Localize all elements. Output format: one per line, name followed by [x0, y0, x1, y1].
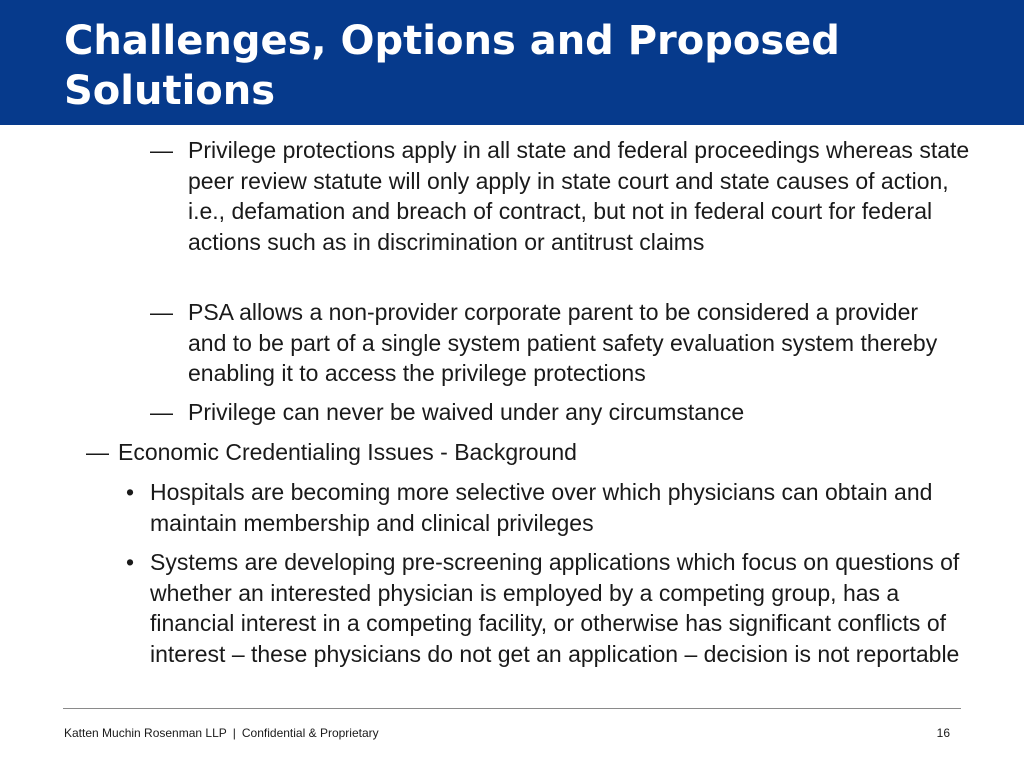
page-number: 16	[936, 726, 950, 740]
list-item-text: PSA allows a non-provider corporate parent to be considered a provider and to be part of a single system patient safety evaluation system thereby enabling it to access the privilege protections	[188, 299, 938, 387]
list-item	[126, 547, 982, 669]
round-bullet: •	[126, 549, 135, 575]
list-item	[150, 397, 990, 428]
list-item-text: Hospitals are becoming more selective over which physicians can obtain and maintain membership and clinical privileges	[150, 479, 933, 536]
dash-bullet: —	[150, 299, 173, 325]
list-item	[126, 477, 972, 538]
footer-divider	[63, 708, 961, 709]
footer-separator: |	[232, 726, 236, 740]
dash-bullet: —	[150, 399, 173, 425]
list-item-text: Economic Credentialing Issues - Background	[118, 439, 577, 465]
list-item	[150, 297, 950, 389]
slide-content	[0, 135, 1024, 705]
dash-bullet: —	[150, 137, 173, 163]
confidentiality-label: Confidential & Proprietary	[241, 726, 379, 740]
section-heading-item	[86, 437, 986, 468]
list-item-text: Privilege protections apply in all state and federal proceedings whereas state peer review statute will only apply in state court and state causes of action, i.e., defamation and breach of contract, but not in federal court for federal actions such as in discrimination or antitrust claims	[188, 137, 970, 255]
slide-title: Challenges, Options and Proposed Solutions	[64, 18, 840, 114]
list-item	[150, 135, 990, 257]
footer-text	[64, 726, 379, 740]
title-bar	[0, 0, 1024, 125]
dash-bullet: —	[86, 439, 109, 465]
round-bullet: •	[126, 479, 135, 505]
list-item-text: Privilege can never be waived under any circumstance	[188, 399, 745, 425]
list-item-text: Systems are developing pre-screening applications which focus on questions of whether an interested physician is employed by a competing group, has a financial interest in a competing facility, or otherwise has significant conflicts of interest – these physicians do not get an application – decision is not reportable	[150, 549, 960, 667]
firm-name: Katten Muchin Rosenman LLP	[64, 726, 227, 740]
